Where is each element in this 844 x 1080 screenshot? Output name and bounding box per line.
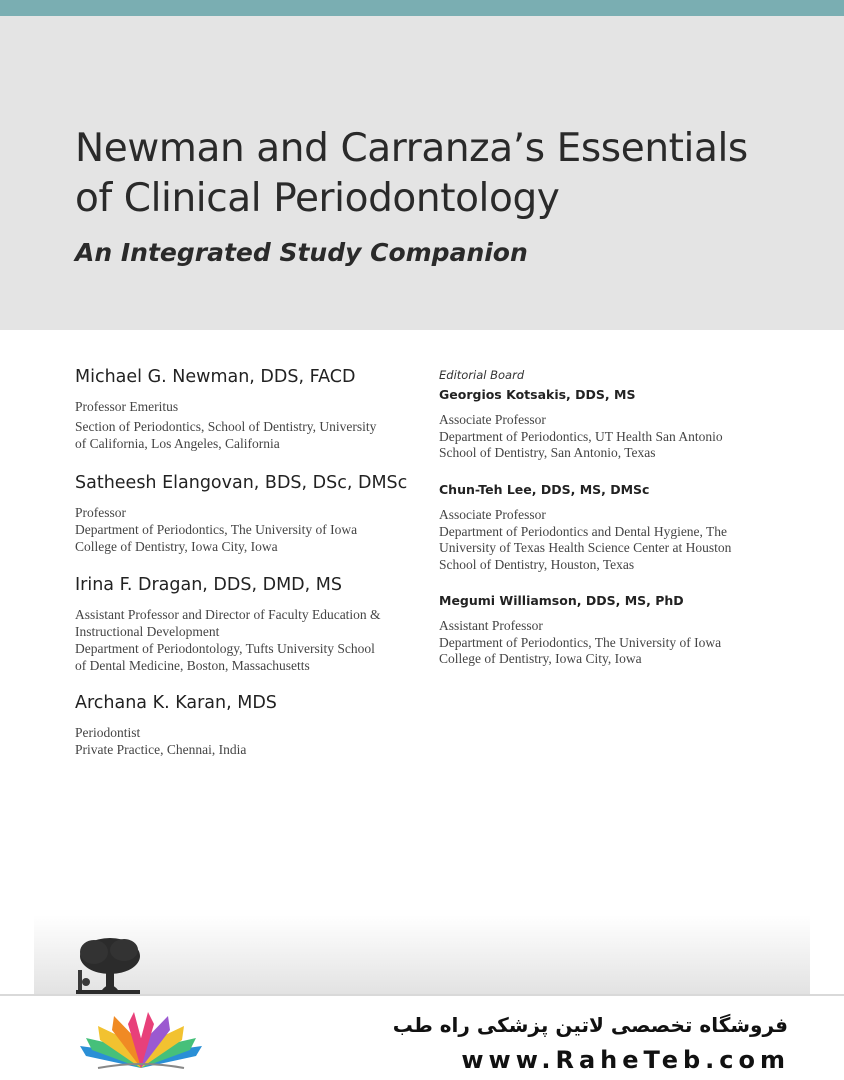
editorial-board-label: Editorial Board: [439, 368, 525, 382]
affiliation-line: Department of Periodontics and Dental Hygiene, The: [439, 523, 728, 539]
affiliation-line: Private Practice, Chennai, India: [75, 742, 247, 757]
editor-affiliation: [439, 412, 769, 462]
author-affiliation: [75, 724, 425, 758]
affiliation-line: Department of Periodontics, UT Health San Antonio: [439, 428, 723, 444]
book-subtitle: An Integrated Study Companion: [75, 238, 528, 267]
editor-name: Georgios Kotsakis, DDS, MS: [439, 387, 636, 402]
editor-name: Megumi Williamson, DDS, MS, PhD: [439, 593, 684, 608]
publisher-band: [34, 915, 810, 995]
affiliation-line: School of Dentistry, Houston, Texas: [439, 556, 635, 572]
affiliation-line: of Dental Medicine, Boston, Massachusetts: [75, 658, 310, 673]
author-block: [75, 692, 425, 758]
author-title: Instructional Development: [75, 624, 220, 639]
affiliation-line: College of Dentistry, Iowa City, Iowa: [75, 539, 278, 554]
editor-block: [439, 387, 769, 462]
top-accent-bar: [0, 0, 844, 16]
author-name: Archana K. Karan, MDS: [75, 693, 277, 713]
author-name: Michael G. Newman, DDS, FACD: [75, 367, 356, 387]
author-title: Professor: [75, 505, 126, 520]
author-block: [75, 366, 425, 452]
author-name: Satheesh Elangovan, BDS, DSc, DMSc: [75, 473, 408, 493]
store-name: فروشگاه تخصصی لاتین پزشکی راه طب: [392, 1013, 788, 1037]
affiliation-line: Department of Periodontology, Tufts University School: [75, 641, 375, 656]
editor-title: Associate Professor: [439, 507, 546, 522]
editor-block: [439, 482, 769, 573]
editor-title: Assistant Professor: [439, 618, 543, 633]
editor-affiliation: [439, 618, 769, 668]
editor-name: Chun-Teh Lee, DDS, MS, DMSc: [439, 482, 650, 497]
author-title: Assistant Professor and Director of Faculty Education &: [75, 607, 381, 622]
author-name: Irina F. Dragan, DDS, DMD, MS: [75, 575, 342, 595]
author-title: Professor Emeritus: [75, 399, 179, 414]
website-url: www.RaheTeb.com: [461, 1046, 790, 1074]
book-title: Newman and Carranza’s Essentials of Clinical Periodontology: [75, 126, 748, 221]
editorial-board: [439, 368, 779, 382]
editor-affiliation: [439, 507, 769, 573]
author-block: [75, 574, 425, 674]
author-block: [75, 472, 425, 555]
affiliation-line: School of Dentistry, San Antonio, Texas: [439, 445, 656, 460]
affiliation-line: Section of Periodontics, School of Dentistry, University: [75, 419, 377, 434]
editor-title: Associate Professor: [439, 412, 546, 427]
affiliation-line: Department of Periodontics, The University of Iowa: [439, 634, 722, 650]
affiliation-line: University of Texas Health Science Center at Houston: [439, 540, 732, 555]
author-affiliation: [75, 504, 425, 555]
affiliation-line: of California, Los Angeles, California: [75, 436, 280, 451]
editor-block: [439, 593, 769, 668]
elsevier-tree-logo-icon: [72, 936, 144, 996]
author-title: Periodontist: [75, 725, 141, 740]
author-affiliation: [75, 398, 425, 452]
open-book-logo-icon: [78, 1010, 204, 1072]
footer-divider: [0, 994, 844, 996]
affiliation-line: College of Dentistry, Iowa City, Iowa: [439, 651, 642, 666]
affiliation-line: Department of Periodontics, The University of Iowa: [75, 522, 358, 537]
author-affiliation: [75, 606, 425, 674]
